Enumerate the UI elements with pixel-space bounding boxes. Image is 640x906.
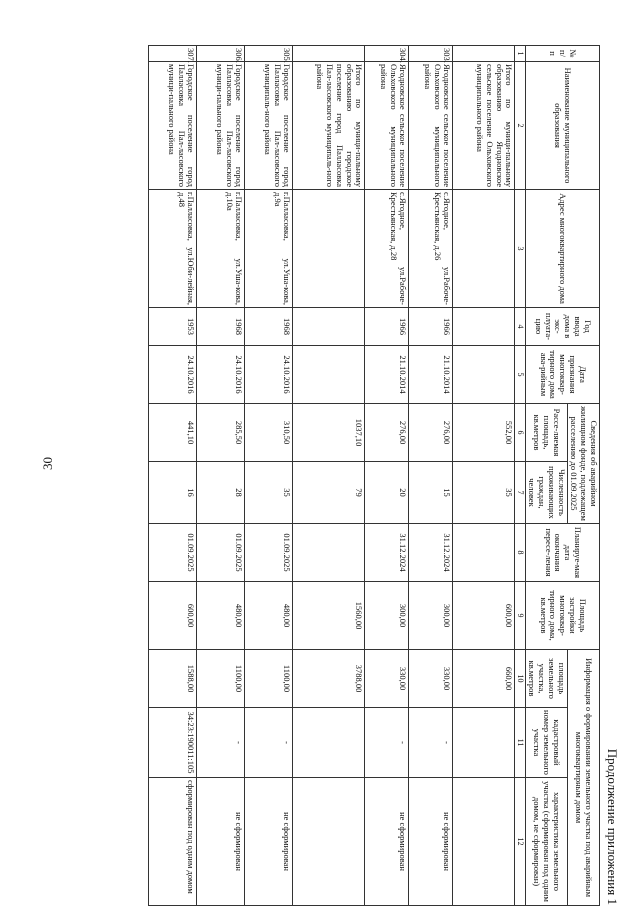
cell-date bbox=[453, 346, 515, 404]
cell-people: 28 bbox=[197, 462, 245, 524]
cell-characteristic: не сформирован bbox=[409, 778, 453, 906]
table-row bbox=[365, 46, 409, 906]
col-num: 5 bbox=[515, 346, 525, 404]
col-num: 8 bbox=[515, 524, 525, 582]
cell-address: с.Ягодное, ул.Рабоче-Крестьянская, д.26 bbox=[409, 190, 453, 308]
cell-date: 24.10.2016 bbox=[197, 346, 245, 404]
cell-address bbox=[293, 190, 365, 308]
header-cadastral: кадастровый номер земельного участка bbox=[525, 708, 567, 778]
cell-characteristic: не сформирован bbox=[197, 778, 245, 906]
cell-name: Итого по муници-пальному образованию городское поселение город Палласовка Пал-ласовского муниципаль-ного района bbox=[293, 62, 365, 190]
cell-name: Городское поселение город Палласовка Пал-ласовского муниципаль-ного района bbox=[245, 62, 293, 190]
cell-end: 01.09.2025 bbox=[197, 524, 245, 582]
cell-area: 276,00 bbox=[409, 404, 453, 462]
cell-year bbox=[293, 308, 365, 346]
header-name: Наименование муниципального образования bbox=[525, 62, 599, 190]
cell-cadastral: 34:23:190011:105 bbox=[149, 708, 197, 778]
continuation-title: Продолжение приложения 1 bbox=[605, 748, 620, 905]
header-date-recognition: Дата признания многоквар-тирного дома ава-рийным bbox=[525, 346, 599, 404]
cell-built: 300,00 bbox=[409, 582, 453, 650]
cell-end bbox=[293, 524, 365, 582]
cell-address: г.Палласовка, ул.Уша-кова, д.10а bbox=[197, 190, 245, 308]
table-row bbox=[409, 46, 453, 906]
cell-year: 1966 bbox=[365, 308, 409, 346]
rotated-page-content bbox=[160, 45, 620, 905]
cell-land: 1100,00 bbox=[197, 650, 245, 708]
header-area-resettle: Рассе-ляемая площадь, кв.метров bbox=[525, 404, 567, 462]
cell-cadastral: - bbox=[197, 708, 245, 778]
cell-people: 35 bbox=[245, 462, 293, 524]
cell-cadastral: - bbox=[245, 708, 293, 778]
header-emergency-group: Сведения об аварийном жилищном фонде, подлежащем расселению до 01.09.2025 bbox=[567, 404, 599, 524]
column-numbers-row bbox=[515, 46, 525, 906]
cell-no: 307. bbox=[149, 46, 197, 62]
cell-name: Ягодновское сельское поселение Ольховского муниципального района bbox=[409, 62, 453, 190]
table-row bbox=[149, 46, 197, 906]
header-land-area: площадь земельного участка, кв.метров bbox=[525, 650, 567, 708]
cell-date: 24.10.2016 bbox=[149, 346, 197, 404]
col-num: 2 bbox=[515, 62, 525, 190]
cell-built: 480,00 bbox=[245, 582, 293, 650]
cell-land: 1588,00 bbox=[149, 650, 197, 708]
cell-date: 24.10.2016 bbox=[245, 346, 293, 404]
cell-year: 1968 bbox=[197, 308, 245, 346]
cell-cadastral: - bbox=[365, 708, 409, 778]
cell-characteristic bbox=[453, 778, 515, 906]
header-land-group: Информация о формировании земельного участка под аварийным многоквартирным домом bbox=[567, 650, 599, 906]
table-row bbox=[245, 46, 293, 906]
cell-people: 16 bbox=[149, 462, 197, 524]
cell-built: 600,00 bbox=[453, 582, 515, 650]
cell-address bbox=[453, 190, 515, 308]
cell-address: г.Палласовка, ул.Юби-лейная, д.48 bbox=[149, 190, 197, 308]
cell-built: 600,00 bbox=[149, 582, 197, 650]
cell-date: 21.10.2014 bbox=[409, 346, 453, 404]
cell-built: 480,00 bbox=[197, 582, 245, 650]
cell-characteristic bbox=[293, 778, 365, 906]
cell-people: 79 bbox=[293, 462, 365, 524]
housing-table bbox=[148, 45, 600, 906]
cell-no bbox=[293, 46, 365, 62]
cell-address: г.Палласовка, ул.Уша-кова, д.9а bbox=[245, 190, 293, 308]
cell-cadastral bbox=[293, 708, 365, 778]
cell-end: 31.12.2024 bbox=[409, 524, 453, 582]
col-num: 11 bbox=[515, 708, 525, 778]
header-people: Численность проживающих граждан, человек bbox=[525, 462, 567, 524]
header-no: № п/п bbox=[525, 46, 599, 62]
cell-address: с.Ягодное, ул.Рабоче-Крестьянская, д.28 bbox=[365, 190, 409, 308]
cell-land: 330,00 bbox=[409, 650, 453, 708]
cell-year: 1966 bbox=[409, 308, 453, 346]
col-num: 3 bbox=[515, 190, 525, 308]
cell-year: 1968 bbox=[245, 308, 293, 346]
cell-area: 552,00 bbox=[453, 404, 515, 462]
cell-no: 306. bbox=[197, 46, 245, 62]
table-row bbox=[293, 46, 365, 906]
cell-year: 1953 bbox=[149, 308, 197, 346]
col-num: 9 bbox=[515, 582, 525, 650]
header-address: Адрес многоквартирного дома bbox=[525, 190, 599, 308]
cell-characteristic: не сформирован bbox=[245, 778, 293, 906]
cell-land: 660,00 bbox=[453, 650, 515, 708]
cell-end: 01.09.2025 bbox=[245, 524, 293, 582]
cell-cadastral bbox=[453, 708, 515, 778]
cell-no: 303. bbox=[409, 46, 453, 62]
col-num: 7 bbox=[515, 462, 525, 524]
cell-year bbox=[453, 308, 515, 346]
table-row bbox=[197, 46, 245, 906]
cell-people: 15 bbox=[409, 462, 453, 524]
cell-area: 441,10 bbox=[149, 404, 197, 462]
cell-name: Ягодновское сельское поселение Ольховского муниципального района bbox=[365, 62, 409, 190]
cell-end: 01.09.2025 bbox=[149, 524, 197, 582]
cell-name: Городское поселение город Палласовка Пал-ласовского муници-пального района bbox=[149, 62, 197, 190]
cell-characteristic: не сформирован bbox=[365, 778, 409, 906]
cell-date bbox=[293, 346, 365, 404]
cell-built: 1560,00 bbox=[293, 582, 365, 650]
cell-name: Городское поселение город Палласовка Пал-ласовского муници-пального района bbox=[197, 62, 245, 190]
cell-area: 276,00 bbox=[365, 404, 409, 462]
col-num: 10 bbox=[515, 650, 525, 708]
cell-land: 3788,00 bbox=[293, 650, 365, 708]
cell-area: 285,50 bbox=[197, 404, 245, 462]
cell-area: 1037,10 bbox=[293, 404, 365, 462]
cell-cadastral: - bbox=[409, 708, 453, 778]
cell-end bbox=[453, 524, 515, 582]
cell-land: 330,00 bbox=[365, 650, 409, 708]
col-num: 12 bbox=[515, 778, 525, 906]
col-num: 4 bbox=[515, 308, 525, 346]
col-num: 1 bbox=[515, 46, 525, 62]
header-built-area: Площадь застройки многоквар-тирного дома, кв.метров bbox=[525, 582, 599, 650]
header-characteristic: характеристика земельного участка (сформирован под одним домом, не сформирован) bbox=[525, 778, 567, 906]
cell-characteristic: сформирован под одним домом bbox=[149, 778, 197, 906]
page-number: 30 bbox=[40, 457, 55, 470]
table-row bbox=[453, 46, 515, 906]
cell-built: 300,00 bbox=[365, 582, 409, 650]
cell-date: 21.10.2014 bbox=[365, 346, 409, 404]
col-num: 6 bbox=[515, 404, 525, 462]
cell-name: Итого по муници-пальному образованию Ягодновское сельское поселение Ольховского муниципального района bbox=[453, 62, 515, 190]
cell-people: 20 bbox=[365, 462, 409, 524]
cell-end: 31.12.2024 bbox=[365, 524, 409, 582]
cell-land: 1100,00 bbox=[245, 650, 293, 708]
cell-no bbox=[453, 46, 515, 62]
cell-people: 35 bbox=[453, 462, 515, 524]
cell-area: 310,50 bbox=[245, 404, 293, 462]
cell-no: 305. bbox=[245, 46, 293, 62]
header-year: Год ввода дома в экс-плуата-цию bbox=[525, 308, 599, 346]
header-planned-end: Планируе-мая дата окончания пересе-ления bbox=[525, 524, 599, 582]
cell-no: 304. bbox=[365, 46, 409, 62]
